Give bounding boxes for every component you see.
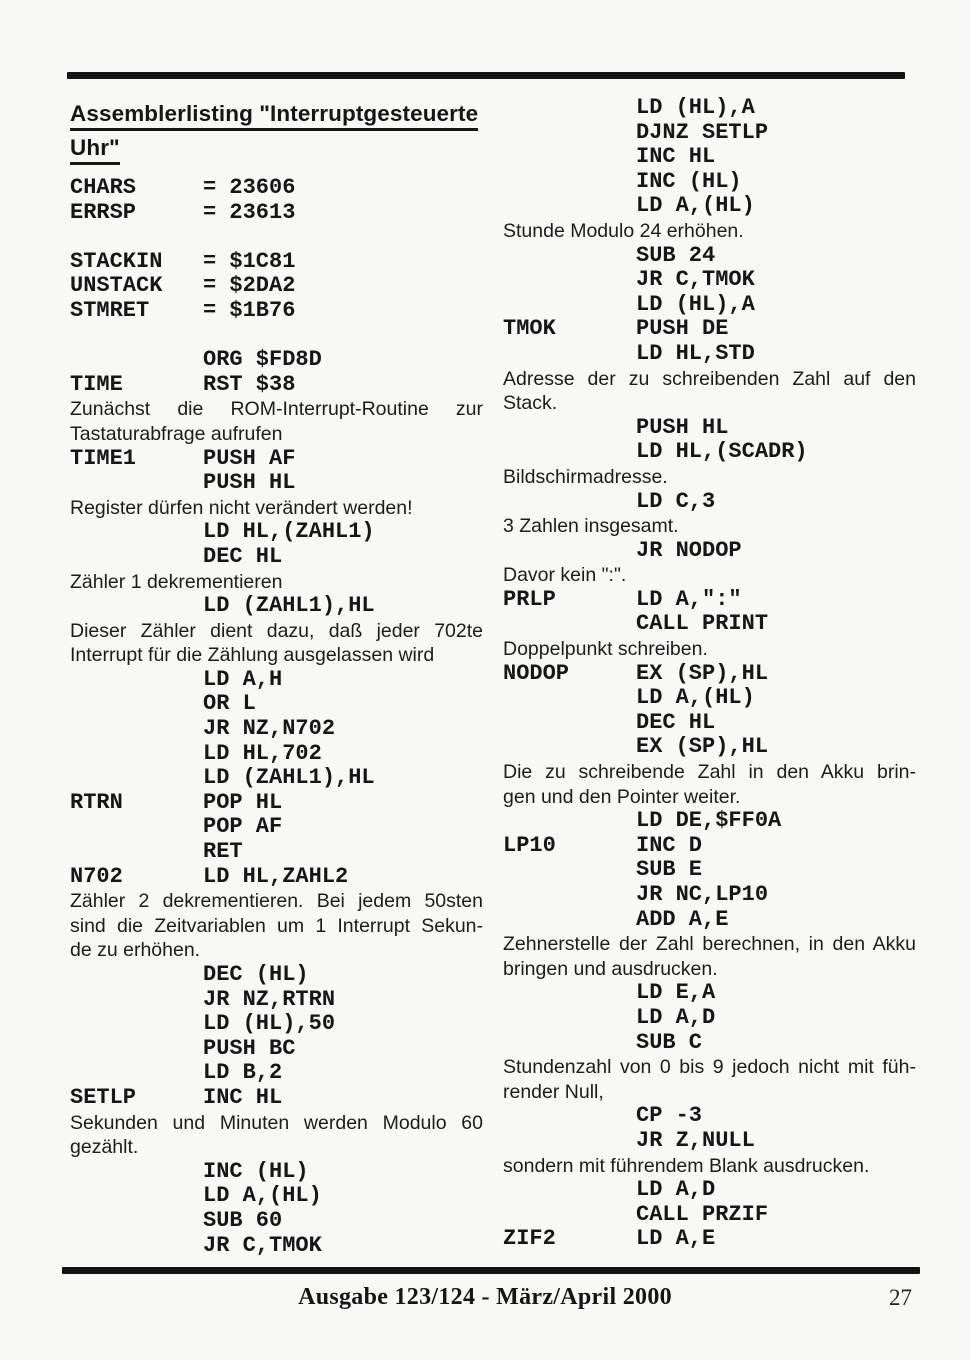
comment-line: Bildschirmadresse.: [503, 465, 668, 488]
code-line: [70, 201, 483, 226]
code-line: [503, 121, 916, 146]
code-text: SUB 60: [203, 1207, 283, 1233]
code-text: DJNZ SETLP: [636, 119, 769, 145]
code-label: SETLP: [70, 1084, 137, 1110]
code-line: [503, 416, 916, 441]
code-text: INC HL: [203, 1084, 283, 1110]
code-text: JR Z,NULL: [636, 1127, 755, 1153]
code-line: [503, 588, 916, 613]
code-text: ORG $FD8D: [203, 347, 322, 373]
code-line: [70, 471, 483, 496]
code-label: PRLP: [503, 586, 556, 612]
code-text: DEC (HL): [203, 962, 309, 987]
code-text: = 23613: [203, 199, 296, 225]
code-line: [70, 274, 483, 299]
comment-line: Stundenzahl von 0 bis 9 jedoch nicht mit füh-: [503, 1056, 916, 1079]
code-label: LP10: [503, 832, 556, 858]
code-line: [70, 1086, 483, 1111]
code-text: LD A,D: [636, 1004, 716, 1030]
code-line: [70, 988, 483, 1013]
comment-line: bringen und ausdrucken.: [503, 957, 718, 980]
code-line: [503, 1129, 916, 1154]
code-line: [503, 1203, 916, 1228]
code-text: INC HL: [636, 144, 716, 170]
code-line: [503, 317, 916, 342]
code-text: LD HL,(ZAHL1): [203, 519, 375, 545]
code-text: SUB C: [636, 1029, 703, 1055]
code-line: [503, 440, 916, 465]
code-line: [503, 539, 916, 564]
code-line: [503, 244, 916, 269]
code-line: [70, 545, 483, 570]
code-line: [70, 1061, 483, 1086]
code-text: = $2DA2: [203, 273, 296, 299]
listing-title: [70, 100, 478, 168]
comment-line: Register dürfen nicht verändert werden!: [70, 496, 413, 519]
code-text: LD (HL),A: [636, 291, 755, 317]
code-line: [503, 735, 916, 760]
code-label: UNSTACK: [70, 273, 163, 299]
code-text: LD (HL),50: [203, 1011, 336, 1037]
code-label: TIME1: [70, 445, 137, 471]
comment-line: Doppelpunkt schreiben.: [503, 638, 708, 661]
bottom-rule: [62, 1267, 920, 1274]
comment-line: Interrupt für die Zählung ausgelassen wird: [70, 644, 435, 667]
code-line: [70, 348, 483, 373]
code-line: [503, 342, 916, 367]
code-line: [70, 865, 483, 890]
code-text: CP -3: [636, 1103, 703, 1129]
code-line: [503, 194, 916, 219]
comment-line: Die zu schreibende Zahl in den Akku brin-: [503, 761, 916, 784]
code-text: LD DE,$FF0A: [636, 808, 782, 834]
code-text: POP HL: [203, 789, 283, 815]
code-line: [70, 766, 483, 791]
code-line: [70, 1012, 483, 1037]
code-line: [503, 981, 916, 1006]
code-line: [503, 908, 916, 933]
code-text: CALL PRINT: [636, 611, 769, 637]
code-text: INC (HL): [636, 168, 742, 194]
code-text: DEC HL: [636, 709, 716, 735]
code-text: EX (SP),HL: [636, 734, 769, 760]
code-text: CALL PRZIF: [636, 1201, 769, 1227]
code-label: ZIF2: [503, 1226, 556, 1252]
code-text: JR NODOP: [636, 537, 742, 563]
code-line: [70, 815, 483, 840]
right-column: [503, 96, 916, 1252]
comment-line: Stunde Modulo 24 erhöhen.: [503, 219, 744, 242]
comment-line: gezählt.: [70, 1136, 139, 1159]
code-text: PUSH BC: [203, 1035, 296, 1061]
blank-line: [70, 225, 483, 250]
code-line: [503, 145, 916, 170]
code-line: [70, 692, 483, 717]
code-line: [503, 883, 916, 908]
code-label: TMOK: [503, 316, 556, 342]
code-label: RTRN: [70, 789, 123, 815]
code-text: JR C,TMOK: [203, 1232, 322, 1258]
code-text: LD (HL),A: [636, 95, 755, 120]
code-line: [503, 1031, 916, 1056]
code-text: PUSH HL: [203, 470, 296, 496]
comment-line: Sekunden und Minuten werden Modulo 60: [70, 1111, 483, 1134]
code-text: LD A,H: [203, 666, 283, 692]
code-text: JR NZ,RTRN: [203, 986, 336, 1012]
code-line: [503, 834, 916, 859]
comment-line: gen und den Pointer weiter.: [503, 785, 741, 808]
code-line: [503, 686, 916, 711]
code-text: LD C,3: [636, 488, 716, 514]
code-text: LD HL,ZAHL2: [203, 863, 349, 889]
code-line: [503, 1227, 916, 1252]
code-text: LD E,A: [636, 980, 716, 1006]
code-line: [503, 662, 916, 687]
footer-issue: Ausgabe 123/124 - März/April 2000: [298, 1284, 672, 1310]
code-text: PUSH AF: [203, 445, 296, 471]
code-line: [70, 1160, 483, 1185]
code-text: LD HL,STD: [636, 340, 755, 366]
code-line: [503, 612, 916, 637]
code-text: INC D: [636, 832, 703, 858]
code-text: LD A,(HL): [636, 193, 755, 219]
code-text: JR NC,LP10: [636, 882, 769, 907]
comment-line: Stack.: [503, 392, 558, 415]
code-line: [503, 1178, 916, 1203]
code-text: ADD A,E: [636, 906, 729, 932]
code-line: [70, 1037, 483, 1062]
code-text: = 23606: [203, 175, 296, 200]
comment-line: sind die Zeitvariablen um 1 Interrupt Sekun-: [70, 914, 483, 937]
code-label: ERRSP: [70, 199, 137, 225]
left-column: [70, 176, 483, 1258]
comment-line: Zähler 1 dekrementieren: [70, 570, 283, 593]
code-line: [503, 711, 916, 736]
code-label: NODOP: [503, 660, 570, 686]
code-text: LD HL,702: [203, 740, 322, 766]
comment-line: 3 Zahlen insgesamt.: [503, 515, 679, 538]
code-text: OR L: [203, 691, 256, 717]
code-text: LD (ZAHL1),HL: [203, 765, 375, 791]
comment-line: Zehnerstelle der Zahl berechnen, in den Akku: [503, 933, 916, 956]
comment-line: Zunächst die ROM-Interrupt-Routine zur: [70, 398, 483, 421]
listing-title-line2: Uhr": [70, 134, 478, 165]
comment-line: de zu erhöhen.: [70, 939, 201, 962]
code-text: EX (SP),HL: [636, 660, 769, 686]
code-text: DEC HL: [203, 543, 283, 569]
code-line: [503, 96, 916, 121]
code-line: [503, 268, 916, 293]
top-rule: [67, 72, 905, 79]
code-line: [70, 1209, 483, 1234]
code-line: [503, 170, 916, 195]
code-line: [503, 858, 916, 883]
code-text: LD B,2: [203, 1060, 283, 1086]
code-text: INC (HL): [203, 1158, 309, 1184]
blank-line: [70, 324, 483, 349]
comment-line: Dieser Zähler dient dazu, daß jeder 702te: [70, 619, 483, 642]
code-text: = $1B76: [203, 297, 296, 323]
code-line: [70, 742, 483, 767]
code-line: [70, 840, 483, 865]
code-label: TIME: [70, 371, 123, 397]
code-line: [70, 447, 483, 472]
code-label: STMRET: [70, 297, 150, 323]
comment-line: Zähler 2 dekrementieren. Bei jedem 50sten: [70, 890, 483, 913]
code-line: [70, 1234, 483, 1259]
code-line: [70, 791, 483, 816]
code-text: LD A,":": [636, 586, 742, 612]
code-line: [70, 594, 483, 619]
code-text: SUB E: [636, 857, 703, 883]
comment-line: Davor kein ":".: [503, 564, 627, 587]
code-text: POP AF: [203, 814, 283, 840]
code-text: PUSH DE: [636, 316, 729, 342]
code-line: [503, 809, 916, 834]
code-text: LD A,(HL): [203, 1183, 322, 1209]
code-text: RET: [203, 839, 243, 865]
code-text: RST $38: [203, 371, 296, 397]
code-line: [70, 250, 483, 275]
code-line: [70, 717, 483, 742]
footer-page-number: 27: [889, 1285, 912, 1310]
code-line: [70, 373, 483, 398]
comment-line: Tastaturabfrage aufrufen: [70, 422, 283, 445]
code-text: LD A,(HL): [636, 685, 755, 711]
code-line: [70, 176, 483, 201]
code-label: CHARS: [70, 175, 137, 200]
code-line: [70, 668, 483, 693]
code-line: [503, 293, 916, 318]
comment-line: Adresse der zu schreibenden Zahl auf den: [503, 367, 916, 390]
code-line: [503, 490, 916, 515]
code-line: [70, 520, 483, 545]
code-line: [70, 299, 483, 324]
code-text: JR C,TMOK: [636, 267, 755, 293]
code-line: [70, 963, 483, 988]
comment-line: render Null,: [503, 1080, 604, 1103]
code-text: LD A,D: [636, 1177, 716, 1203]
code-label: STACKIN: [70, 248, 163, 274]
code-text: LD (ZAHL1),HL: [203, 593, 375, 619]
code-text: SUB 24: [636, 242, 716, 268]
code-text: JR NZ,N702: [203, 716, 336, 742]
listing-title-line1: Assemblerlisting "Interruptgesteuerte: [70, 100, 478, 131]
code-text: PUSH HL: [636, 414, 729, 440]
code-text: LD HL,(SCADR): [636, 439, 808, 465]
code-text: LD A,E: [636, 1226, 716, 1252]
code-line: [70, 1184, 483, 1209]
code-line: [503, 1006, 916, 1031]
code-line: [503, 1104, 916, 1129]
code-label: N702: [70, 863, 123, 889]
code-text: = $1C81: [203, 248, 296, 274]
comment-line: sondern mit führendem Blank ausdrucken.: [503, 1154, 870, 1177]
